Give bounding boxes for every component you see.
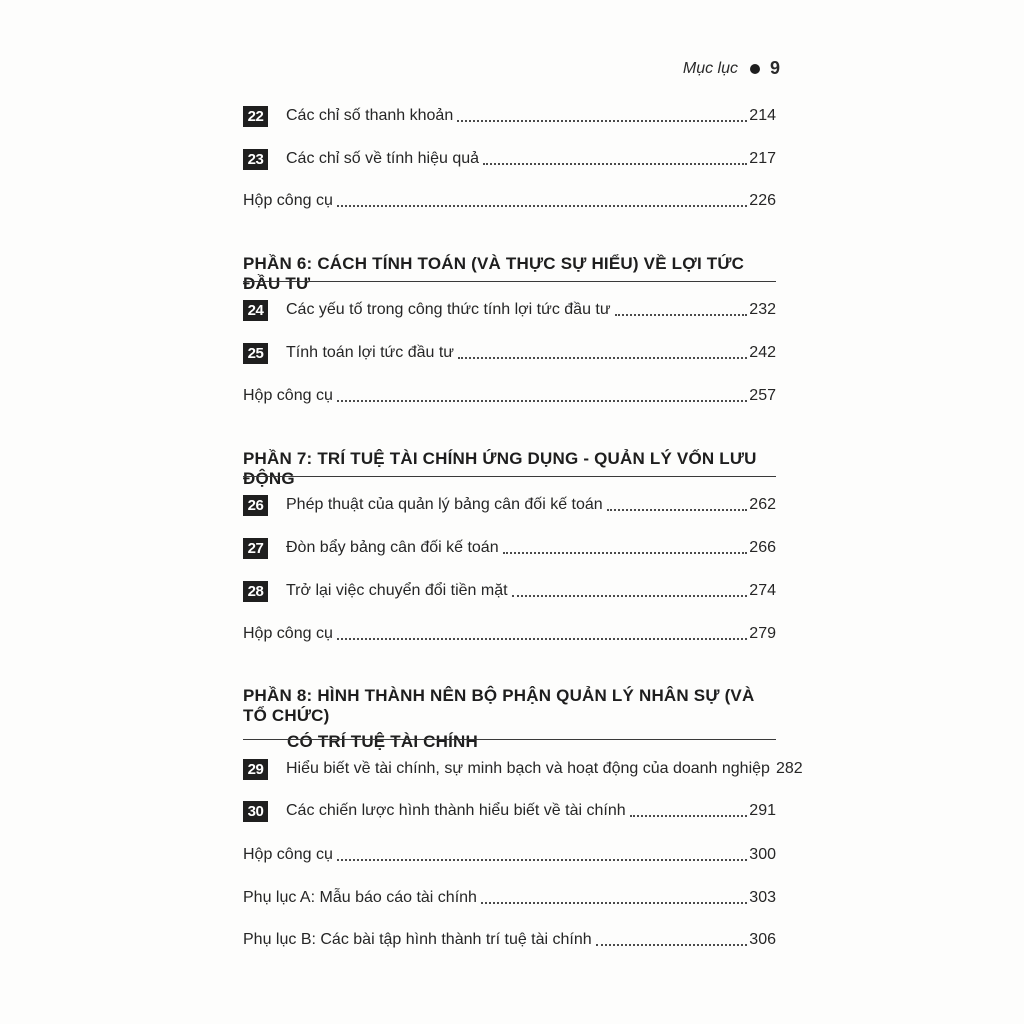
- part-heading: PHẦN 6: CÁCH TÍNH TOÁN (VÀ THỰC SỰ HIỂU) VỀ LỢI TỨC ĐẦU TƯ: [243, 254, 745, 293]
- entry-page: 266: [749, 539, 776, 556]
- chapter-number-badge: 22: [243, 106, 268, 127]
- dot-leader: [607, 509, 748, 511]
- toc-entry-toolbox: [243, 622, 776, 646]
- entry-title: Hộp công cụ: [243, 387, 333, 404]
- toc-entry-toolbox: [243, 843, 776, 867]
- bullet-dot-icon: [750, 64, 760, 74]
- dot-leader: [458, 357, 747, 359]
- part-heading: [243, 686, 776, 752]
- entry-page: 217: [749, 150, 776, 167]
- entry-title: Hộp công cụ: [243, 846, 333, 863]
- entry-title: Hộp công cụ: [243, 192, 333, 209]
- toc-entry-24: [243, 298, 776, 322]
- part-divider: [243, 281, 776, 282]
- entry-page: 291: [749, 802, 776, 819]
- toc-entry-27: [243, 536, 776, 560]
- entry-title: Trở lại việc chuyển đổi tiền mặt: [286, 582, 508, 599]
- entry-title: Phụ lục A: Mẫu báo cáo tài chính: [243, 889, 477, 906]
- chapter-number-badge: 25: [243, 343, 268, 364]
- dot-leader: [337, 859, 747, 861]
- dot-leader: [337, 638, 747, 640]
- running-head-label: Mục lục: [682, 59, 738, 77]
- dot-leader: [596, 944, 748, 946]
- entry-page: 262: [749, 496, 776, 513]
- part-divider: [243, 476, 776, 477]
- entry-page: 282: [775, 760, 803, 777]
- toc-entry-29: [243, 757, 803, 781]
- toc-entry-28: [243, 579, 776, 603]
- entry-page: 279: [749, 625, 776, 642]
- entry-title: Hộp công cụ: [243, 625, 333, 642]
- dot-leader: [481, 902, 747, 904]
- dot-leader: [337, 205, 747, 207]
- toc-entry-toolbox: [243, 384, 776, 408]
- entry-page: 214: [749, 107, 776, 124]
- part-divider: [243, 739, 776, 740]
- entry-title: Phép thuật của quản lý bảng cân đối kế toán: [286, 496, 603, 513]
- toc-entry-toolbox: [243, 189, 776, 213]
- entry-page: 232: [749, 301, 776, 318]
- part-heading-line1: PHẦN 8: HÌNH THÀNH NÊN BỘ PHẬN QUẢN LÝ NHÂN SỰ (VÀ TỔ CHỨC): [243, 686, 755, 725]
- toc-entry-appendix-b: [243, 928, 776, 952]
- page-number: 9: [769, 58, 780, 78]
- chapter-number-badge: 26: [243, 495, 268, 516]
- entry-page: 242: [749, 344, 776, 361]
- entry-title: Tính toán lợi tức đầu tư: [286, 344, 454, 361]
- part-heading-line2: CÓ TRÍ TUỆ TÀI CHÍNH: [287, 732, 478, 751]
- dot-leader: [483, 163, 747, 165]
- dot-leader: [512, 595, 748, 597]
- running-head: [600, 58, 780, 79]
- entry-title: Hiểu biết về tài chính, sự minh bạch và hoạt động của doanh nghiệp: [286, 760, 770, 777]
- dot-leader: [337, 400, 747, 402]
- chapter-number-badge: 29: [243, 759, 268, 780]
- chapter-number-badge: 28: [243, 581, 268, 602]
- entry-page: 274: [749, 582, 776, 599]
- entry-page: 306: [749, 931, 776, 948]
- chapter-number-badge: 27: [243, 538, 268, 559]
- toc-entry-appendix-a: [243, 886, 776, 910]
- entry-page: 303: [749, 889, 776, 906]
- dot-leader: [457, 120, 747, 122]
- dot-leader: [503, 552, 748, 554]
- entry-title: Các chỉ số thanh khoản: [286, 107, 454, 124]
- entry-page: 257: [749, 387, 776, 404]
- toc-entry-23: [243, 147, 776, 171]
- toc-entry-22: [243, 104, 776, 128]
- dot-leader: [615, 314, 748, 316]
- chapter-number-badge: 23: [243, 149, 268, 170]
- entry-title: Các chiến lược hình thành hiểu biết về tài chính: [286, 802, 626, 819]
- entry-title: Đòn bẩy bảng cân đối kế toán: [286, 539, 499, 556]
- part-heading: PHẦN 7: TRÍ TUỆ TÀI CHÍNH ỨNG DỤNG - QUẢN LÝ VỐN LƯU ĐỘNG: [243, 449, 757, 488]
- chapter-number-badge: 30: [243, 801, 268, 822]
- entry-title: Phụ lục B: Các bài tập hình thành trí tuệ tài chính: [243, 931, 592, 948]
- toc-entry-26: [243, 493, 776, 517]
- dot-leader: [630, 815, 748, 817]
- toc-entry-30: [243, 799, 776, 823]
- entry-title: Các yếu tố trong công thức tính lợi tức đầu tư: [286, 301, 611, 318]
- toc-entry-25: [243, 341, 776, 365]
- entry-page: 300: [749, 846, 776, 863]
- chapter-number-badge: 24: [243, 300, 268, 321]
- entry-page: 226: [749, 192, 776, 209]
- entry-title: Các chỉ số về tính hiệu quả: [286, 150, 480, 167]
